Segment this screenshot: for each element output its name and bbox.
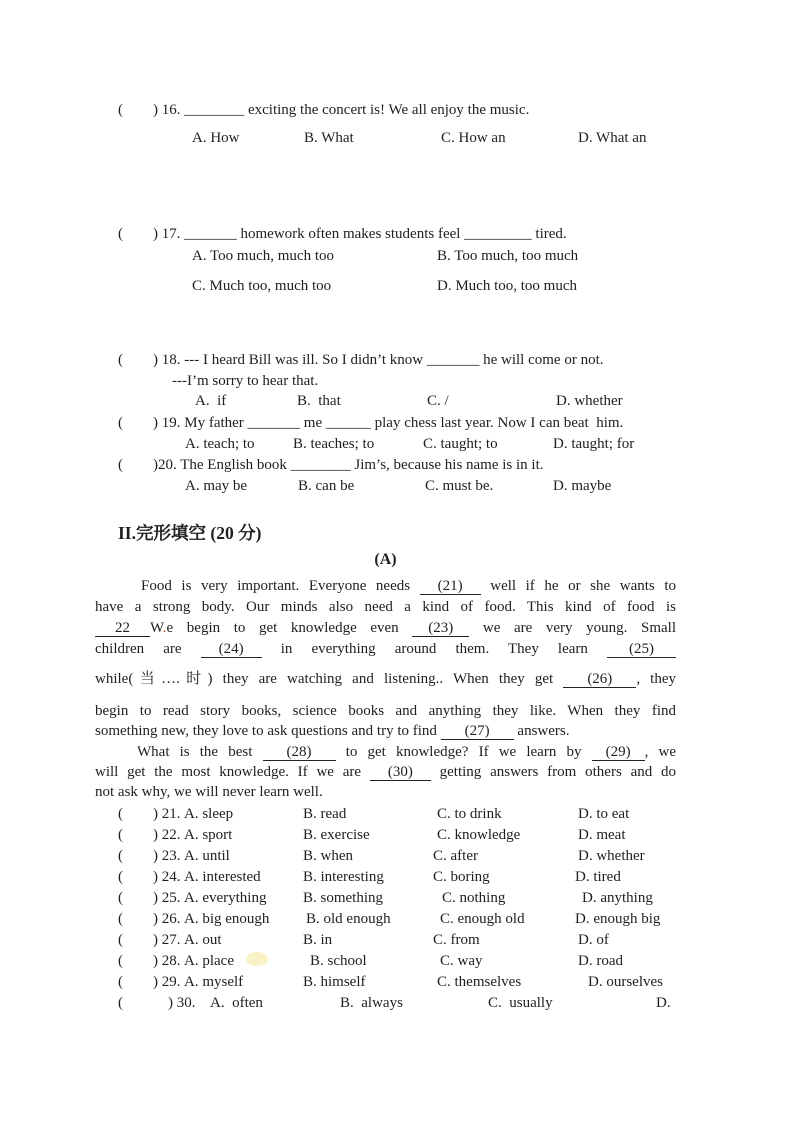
cloze-row-label: ( ) 26. <box>118 911 181 927</box>
red-dot-artifact: . <box>162 620 167 636</box>
question-18-reply-line: ---I’m sorry to hear that. <box>172 373 319 389</box>
question-options-17-row1 <box>0 246 793 266</box>
cloze-row-28 <box>0 951 793 971</box>
option-26-d: D. enough big <box>575 911 661 927</box>
option-24-c: C. boring <box>433 869 490 885</box>
question-stem-16: ( ) 16. ________ exciting the concert is! We all enjoy the music. <box>118 102 530 118</box>
option-24-b: B. interesting <box>303 869 384 885</box>
option-18-a: A. if <box>195 393 227 409</box>
option-21-b: B. read <box>303 806 347 822</box>
blank-24: (24) <box>201 641 262 658</box>
option-21-d: D. to eat <box>578 806 630 822</box>
option-23-c: C. after <box>433 848 478 864</box>
option-25-c: C. nothing <box>442 890 506 906</box>
cloze-row-label: ( ) 25. <box>118 890 181 906</box>
question-stem-20: ( )20. The English book ________ Jim’s, because his name is in it. <box>118 457 544 473</box>
option-27-b: B. in <box>303 932 333 948</box>
question-options-19 <box>0 434 793 454</box>
option-17-c: C. Much too, much too <box>192 278 332 294</box>
cloze-row-label: ( ) 24. <box>118 869 181 885</box>
blank-22: 22 <box>95 620 150 637</box>
passage-line-1 <box>95 576 676 596</box>
option-20-a: A. may be <box>185 478 248 494</box>
passage-line-6 <box>95 701 676 721</box>
option-22-c: C. knowledge <box>437 827 521 843</box>
blank-23: (23) <box>412 620 469 637</box>
option-29-c: C. themselves <box>437 974 522 990</box>
option-16-b: B. What <box>304 130 354 146</box>
blank-27: (27) <box>441 723 514 740</box>
passage-text: getting answers from others and do <box>439 764 677 780</box>
cloze-row-29 <box>0 972 793 992</box>
passage-text: something new, they love to ask questions and try to find <box>95 723 437 739</box>
option-18-c: C. / <box>427 393 449 409</box>
option-27-a: A. out <box>184 932 222 948</box>
blank-21: (21) <box>420 578 481 595</box>
passage-line-10 <box>95 782 676 802</box>
option-19-d: D. taught; for <box>553 436 635 452</box>
passage-text: W <box>150 620 163 636</box>
passage-text: What is the best <box>137 744 253 760</box>
cloze-row-label: ( ) 27. <box>118 932 181 948</box>
cloze-row-label: ( ) 22. <box>118 827 181 843</box>
option-17-d: D. Much too, too much <box>437 278 577 294</box>
cloze-row-22 <box>0 825 793 845</box>
option-16-d: D. What an <box>578 130 647 146</box>
blank-26: (26) <box>563 671 636 688</box>
passage-line-5 <box>95 669 676 689</box>
question-options-17-row2 <box>0 276 793 296</box>
passage-text: Food is very important. Everyone needs <box>141 578 411 594</box>
passage-line-7 <box>95 721 676 741</box>
option-18-d: D. whether <box>556 393 623 409</box>
option-28-b: B. school <box>310 953 367 969</box>
passage-line-4 <box>95 639 676 659</box>
option-28-a: A. place <box>184 953 234 969</box>
option-16-c: C. How an <box>441 130 506 146</box>
option-29-a: A. myself <box>184 974 244 990</box>
option-30-a: A. often <box>210 995 263 1011</box>
passage-label-a: (A) <box>374 551 397 568</box>
option-26-c: C. enough old <box>440 911 525 927</box>
option-30-d: D. <box>656 995 671 1011</box>
passage-text: we are very young. Small <box>482 620 676 636</box>
cloze-row-24 <box>0 867 793 887</box>
scan-artifact-smudge <box>246 952 268 966</box>
passage-text: e begin to get knowledge even <box>166 620 399 636</box>
cloze-row-21 <box>0 804 793 824</box>
option-20-b: B. can be <box>298 478 355 494</box>
option-20-d: D. maybe <box>553 478 612 494</box>
cloze-row-label: ( ) 28. <box>118 953 181 969</box>
cloze-row-label: ( ) 23. <box>118 848 181 864</box>
option-22-b: B. exercise <box>303 827 370 843</box>
option-25-b: B. something <box>303 890 384 906</box>
question-stem-19: ( ) 19. My father _______ me ______ play chess last year. Now I can beat him. <box>118 415 624 431</box>
option-24-a: A. interested <box>184 869 261 885</box>
question-stem-17: ( ) 17. _______ homework often makes students feel _________ tired. <box>118 226 567 242</box>
passage-text: in everything around them. They learn <box>280 641 588 657</box>
option-16-a: A. How <box>192 130 240 146</box>
cloze-row-26 <box>0 909 793 929</box>
cloze-row-label: ( ) 21. <box>118 806 181 822</box>
cloze-row-30 <box>0 993 793 1013</box>
option-29-b: B. himself <box>303 974 366 990</box>
passage-line-3 <box>95 618 676 638</box>
passage-text: will get the most knowledge. If we are <box>95 764 362 780</box>
blank-30: (30) <box>370 764 431 781</box>
passage-text: , we <box>644 744 676 760</box>
option-25-d: D. anything <box>582 890 653 906</box>
option-17-a: A. Too much, much too <box>192 248 334 264</box>
passage-line-8 <box>95 742 676 762</box>
section-heading-cloze: II.完形填空 (20 分) <box>118 523 262 543</box>
passage-text: , they <box>636 671 677 687</box>
option-17-b: B. Too much, too much <box>437 248 579 264</box>
option-27-d: D. of <box>578 932 609 948</box>
question-options-20 <box>0 476 793 496</box>
option-22-a: A. sport <box>184 827 233 843</box>
passage-text: well if he or she wants to <box>490 578 676 594</box>
blank-28: (28) <box>263 744 336 761</box>
option-19-a: A. teach; to <box>185 436 255 452</box>
cloze-row-23 <box>0 846 793 866</box>
passage-text: children are <box>95 641 182 657</box>
question-options-16 <box>0 128 793 148</box>
blank-29: (29) <box>592 744 645 761</box>
cloze-row-25 <box>0 888 793 908</box>
option-22-d: D. meat <box>578 827 626 843</box>
passage-text: answers. <box>517 723 570 739</box>
option-28-c: C. way <box>440 953 483 969</box>
question-stem-18: ( ) 18. --- I heard Bill was ill. So I didn’t know _______ he will come or not. <box>118 352 604 368</box>
option-18-b: B. that <box>297 393 341 409</box>
option-25-a: A. everything <box>184 890 267 906</box>
option-29-d: D. ourselves <box>588 974 663 990</box>
blank-25: (25) <box>607 641 676 658</box>
option-20-c: C. must be. <box>425 478 494 494</box>
option-21-c: C. to drink <box>437 806 502 822</box>
option-23-a: A. until <box>184 848 230 864</box>
option-30-b: B. always <box>340 995 403 1011</box>
cloze-row-label: ( ) 30. <box>118 995 196 1011</box>
option-27-c: C. from <box>433 932 480 948</box>
option-24-d: D. tired <box>575 869 621 885</box>
option-30-c: C. usually <box>488 995 553 1011</box>
passage-text: begin to read story books, science books and anything they like. When they find <box>95 703 676 719</box>
question-options-18 <box>0 391 793 411</box>
option-26-a: A. big enough <box>184 911 270 927</box>
option-23-d: D. whether <box>578 848 645 864</box>
passage-line-9 <box>95 762 676 782</box>
passage-text: while(当….时) they are watching and listening.. When they get <box>95 671 554 687</box>
option-26-b: B. old enough <box>306 911 391 927</box>
option-19-b: B. teaches; to <box>293 436 375 452</box>
cloze-row-27 <box>0 930 793 950</box>
option-28-d: D. road <box>578 953 623 969</box>
passage-text: not ask why, we will never learn well. <box>95 784 323 800</box>
passage-text: have a strong body. Our minds also need a kind of food. This kind of food is <box>95 599 676 615</box>
cloze-row-label: ( ) 29. <box>118 974 181 990</box>
option-21-a: A. sleep <box>184 806 234 822</box>
option-23-b: B. when <box>303 848 353 864</box>
passage-line-2 <box>95 597 676 617</box>
option-19-c: C. taught; to <box>423 436 498 452</box>
passage-text: to get knowledge? If we learn by <box>345 744 582 760</box>
